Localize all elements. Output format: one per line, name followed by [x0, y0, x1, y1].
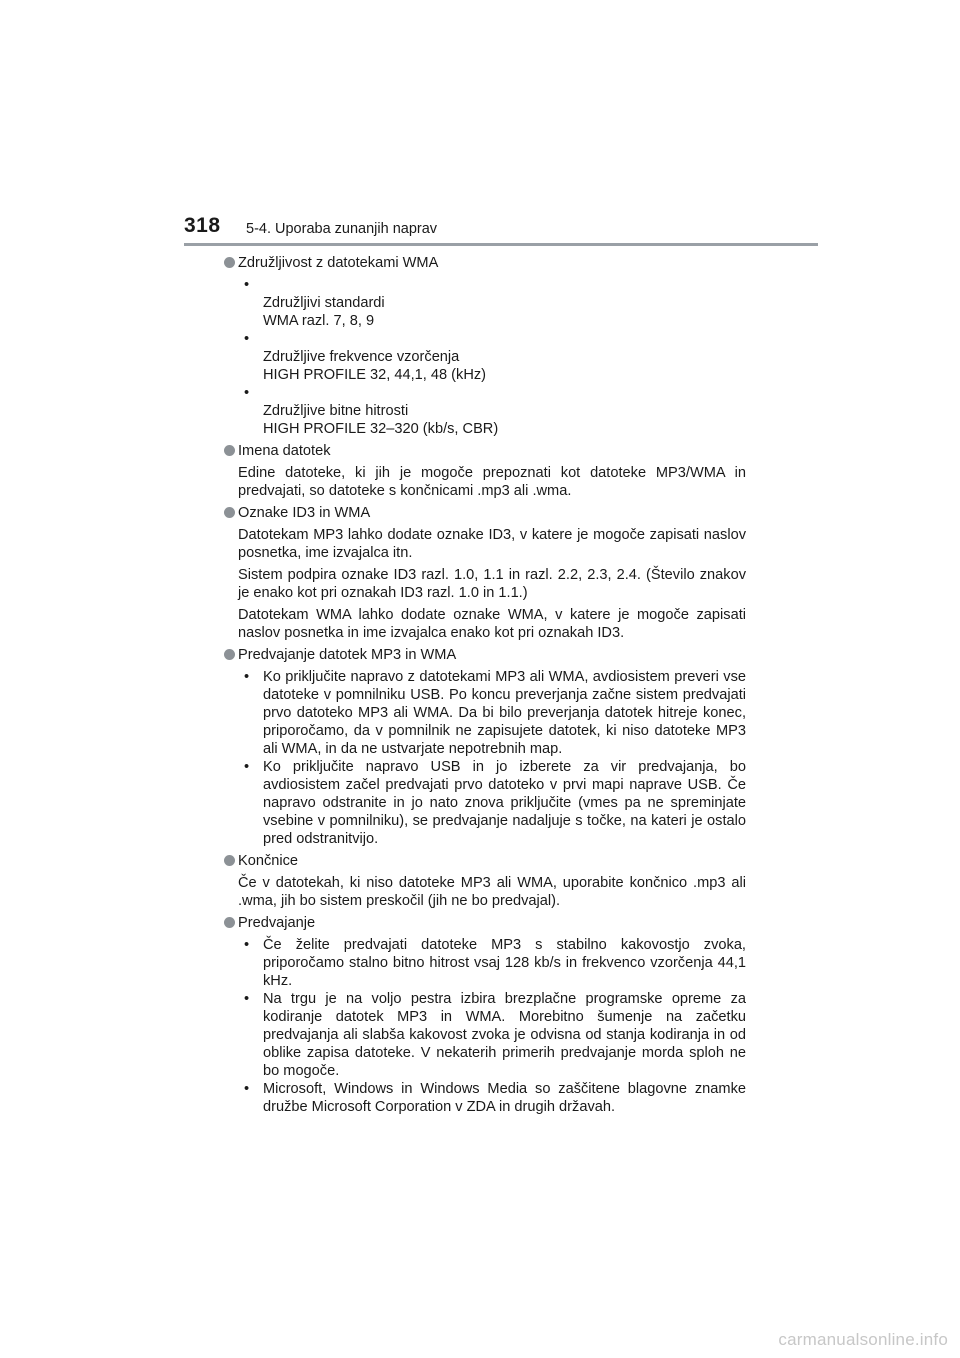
- section: [224, 646, 746, 848]
- bullet-mark: •: [244, 277, 250, 293]
- section-heading: [224, 852, 746, 870]
- section-heading: [224, 254, 746, 272]
- list-item: [238, 990, 746, 1080]
- paragraph: Sistem podpira oznake ID3 razl. 1.0, 1.1 in razl. 2.2, 2.3, 2.4. (Število znakov je enako kot pri oznakah ID3 razl. 1.0 in 1.1.): [238, 567, 746, 601]
- watermark: carmanualsonline.info: [778, 1330, 948, 1349]
- section-title: 5-4. Uporaba zunanjih naprav: [246, 221, 438, 237]
- bullet-mark: •: [244, 331, 250, 347]
- list-item-text: Če želite predvajati datoteke MP3 s stabilno kakovostjo zvoka, priporočamo stalno bitno hitrost vsaj 128 kb/s in frekvenco vzorčenja 44,1 kHz.: [263, 937, 746, 989]
- list-item: [238, 668, 746, 758]
- list-item: [238, 276, 746, 330]
- list-item-text: Združljive bitne hitrosti HIGH PROFILE 32–320 (kb/s, CBR): [263, 403, 499, 437]
- bullet-dot-icon: [224, 917, 235, 928]
- section-heading: [224, 914, 746, 932]
- section-heading-text: Končnice: [238, 853, 299, 869]
- list-item: [238, 330, 746, 384]
- list-item-text: Ko priključite napravo z datotekami MP3 ali WMA, avdiosistem preveri vse datoteke v pomnilniku USB. Po koncu preverjanja začne sistem predvajati prvo datoteko MP3 ali WMA. Da bi bilo preverjanja datotek hitreje konec, priporočamo, da v pomnilnik ne zapisujete datotek, ki niso datoteke MP3 ali WMA, in da ne ustvarjate nepotrebnih map.: [263, 669, 746, 757]
- section: [224, 914, 746, 1116]
- section-heading-text: Združljivost z datotekami WMA: [238, 255, 439, 271]
- bullet-mark: •: [244, 1081, 250, 1097]
- section-heading: [224, 646, 746, 664]
- bullet-dot-icon: [224, 649, 235, 660]
- list-item-text: Ko priključite napravo USB in jo izberete za vir predvajanja, bo avdiosistem začel predvajati prvo datoteko v prvi mapi naprave USB. Če napravo odstranite in jo nato znova priključite (vmes pa ne spreminjate vsebine v pomnilniku), se predvajanje nadaljuje s točke, na kateri je ostalo pred odstranitvijo.: [263, 759, 746, 847]
- list-item-text: Združljive frekvence vzorčenja HIGH PROFILE 32, 44,1, 48 (kHz): [263, 349, 487, 383]
- bullet-dot-icon: [224, 445, 235, 456]
- list-item: [238, 936, 746, 990]
- header-divider: [184, 243, 818, 246]
- list-item: [238, 758, 746, 848]
- list-item: [238, 1080, 746, 1116]
- paragraph: Če v datotekah, ki niso datoteke MP3 ali WMA, uporabite končnico .mp3 ali .wma, jih bo sistem preskočil (jih ne bo predvajal).: [238, 875, 746, 909]
- bullet-mark: •: [244, 937, 250, 953]
- section: [224, 254, 746, 438]
- paragraph: Datotekam MP3 lahko dodate oznake ID3, v katere je mogoče zapisati naslov posnetka, ime izvajalca itn.: [238, 527, 746, 561]
- bullet-mark: •: [244, 669, 250, 685]
- bullet-dot-icon: [224, 855, 235, 866]
- section: [224, 852, 746, 910]
- page-content: [224, 254, 746, 1120]
- section-heading-text: Predvajanje: [238, 915, 316, 931]
- page-number: 318: [184, 214, 221, 237]
- paragraph: Edine datoteke, ki jih je mogoče prepoznati kot datoteke MP3/WMA in predvajati, so datoteke s končnicami .mp3 ali .wma.: [238, 465, 746, 499]
- section: [224, 504, 746, 642]
- bullet-mark: •: [244, 991, 250, 1007]
- section-heading-text: Imena datotek: [238, 443, 331, 459]
- bullet-mark: •: [244, 759, 250, 775]
- list-item-text: Združljivi standardi WMA razl. 7, 8, 9: [263, 295, 385, 329]
- list-item-text: Na trgu je na voljo pestra izbira brezplačne programske opreme za kodiranje datotek MP3 in WMA. Morebitno šumenje na začetku predvajanja ali slabša kakovost zvoka je odvisna od stanja kodiranja in od oblike zapisa datoteke. V nekaterih primerih predvajanje morda sploh ne bo mogoče.: [263, 991, 746, 1079]
- bullet-dot-icon: [224, 257, 235, 268]
- section-heading: [224, 504, 746, 522]
- list-item: [238, 384, 746, 438]
- bullet-mark: •: [244, 385, 250, 401]
- section: [224, 442, 746, 500]
- list-item-text: Microsoft, Windows in Windows Media so zaščitene blagovne znamke družbe Microsoft Corporation v ZDA in drugih državah.: [263, 1081, 746, 1115]
- section-heading: [224, 442, 746, 460]
- section-heading-text: Oznake ID3 in WMA: [238, 505, 371, 521]
- section-heading-text: Predvajanje datotek MP3 in WMA: [238, 647, 457, 663]
- bullet-dot-icon: [224, 507, 235, 518]
- paragraph: Datotekam WMA lahko dodate oznake WMA, v katere je mogoče zapisati naslov posnetka in ime izvajalca enako kot pri oznakah ID3.: [238, 607, 746, 641]
